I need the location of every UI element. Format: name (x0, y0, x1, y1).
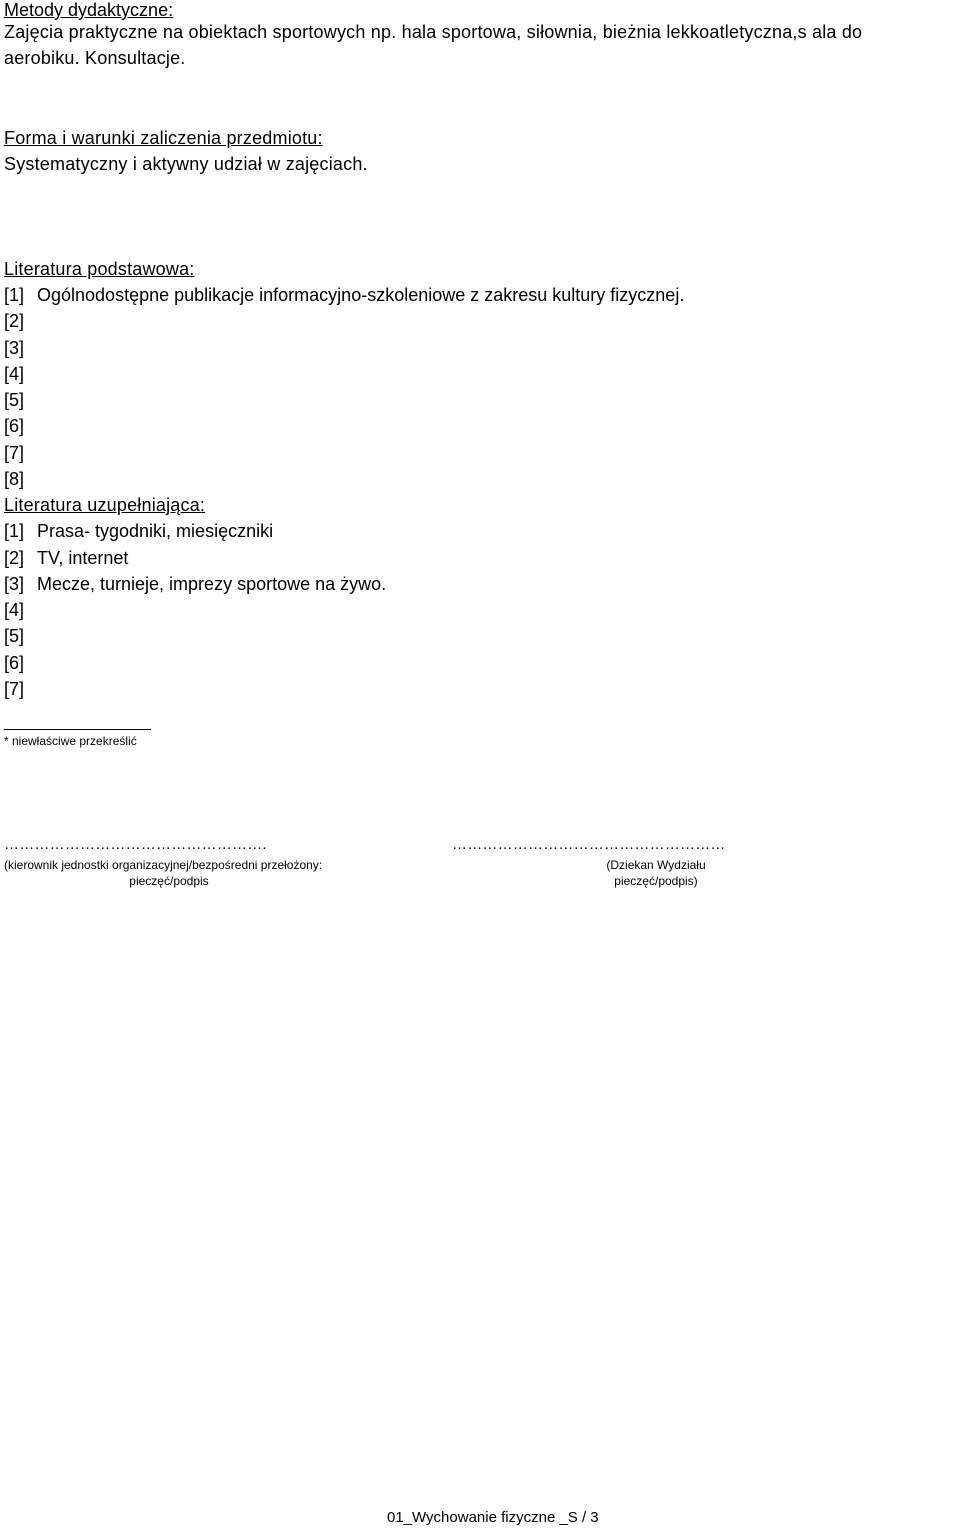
list-item (4, 364, 37, 385)
list-item (4, 285, 684, 306)
item-text: TV, internet (37, 548, 129, 568)
list-item (4, 574, 386, 595)
item-number: [2] (4, 311, 25, 331)
item-number: [7] (4, 679, 25, 699)
item-number: [6] (4, 416, 25, 436)
item-number: [2] (4, 548, 25, 568)
item-number: [4] (4, 364, 25, 384)
list-item (4, 548, 128, 569)
item-text: Mecze, turnieje, imprezy sportowe na żywo. (37, 574, 387, 594)
item-number: [4] (4, 600, 25, 620)
item-number: [5] (4, 390, 25, 410)
list-item (4, 626, 37, 647)
literatura-uzupelniajaca-heading: Literatura uzupełniająca: (4, 495, 206, 515)
list-item (4, 311, 37, 332)
metody-text-line2: aerobiku. Konsultacje. (4, 48, 186, 68)
list-item (4, 679, 37, 700)
list-item (4, 653, 37, 674)
item-number: [1] (4, 521, 25, 541)
signature-line-left: ……………………………………………. (4, 836, 267, 853)
signature-line-right: ……………………………………………… (452, 836, 726, 853)
item-number: [1] (4, 285, 25, 305)
signature-caption-left-line1: (kierownik jednostki organizacyjnej/bezpośredni przełożony: (4, 858, 323, 872)
list-item (4, 416, 37, 437)
list-item (4, 469, 37, 490)
literatura-podstawowa-heading: Literatura podstawowa: (4, 259, 195, 279)
signature-caption-right-line2: pieczęć/podpis) (614, 874, 698, 888)
item-text: Ogólnodostępne publikacje informacyjno-szkoleniowe z zakresu kultury fizycznej. (37, 285, 685, 305)
page-footer: 01_Wychowanie fizyczne _S / 3 (387, 1509, 599, 1526)
item-number: [3] (4, 574, 25, 594)
list-item (4, 443, 37, 464)
item-number: [5] (4, 626, 25, 646)
footnote: * niewłaściwe przekreślić (4, 734, 137, 748)
metody-text-line1: Zajęcia praktyczne na obiektach sportowych np. hala sportowa, siłownia, bieżnia lekkoatletyczna,s ala do (4, 22, 863, 42)
forma-heading: Forma i warunki zaliczenia przedmiotu: (4, 128, 323, 148)
item-number: [6] (4, 653, 25, 673)
list-item (4, 338, 37, 359)
item-text: Prasa- tygodniki, miesięczniki (37, 521, 274, 541)
item-number: [8] (4, 469, 25, 489)
item-number: [7] (4, 443, 25, 463)
item-number: [3] (4, 338, 25, 358)
list-item (4, 521, 273, 542)
list-item (4, 600, 37, 621)
signature-caption-right-line1: (Dziekan Wydziału (606, 858, 706, 872)
footnote-separator (4, 729, 151, 730)
metody-heading: Metody dydaktyczne: (4, 0, 174, 20)
forma-text: Systematyczny i aktywny udział w zajęciach. (4, 154, 368, 174)
list-item (4, 390, 37, 411)
signature-caption-left-line2: pieczęć/podpis (129, 874, 209, 888)
